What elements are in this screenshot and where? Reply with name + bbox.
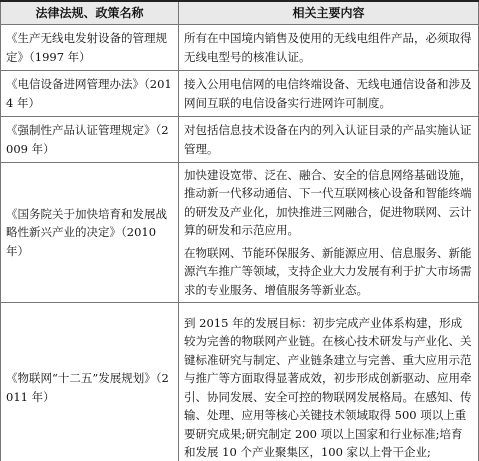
- table-row: [1, 71, 479, 117]
- content-paragraph: 接入公用电信网的电信终端设备、无线电通信设备和涉及网间互联的电信设备实行进网许可制度。: [184, 77, 472, 110]
- policy-name-cell: 《电信设备进网管理办法》（2014 年）: [1, 71, 179, 117]
- header-main-content: 相关主要内容: [179, 1, 479, 25]
- content-paragraph: 对包括信息技术设备在内的列入认证目录的产品实施认证管理。: [184, 123, 472, 156]
- content-paragraph: 到 2015 年的发展目标：初步完成产业体系构建，形成较为完善的物联网产业链。在核心技术研发与产业化、关键标准研究与制定、产业链条建立与完善、重大应用示范与推广等方面取得显著成效，初步形成创新驱动、应用牵引、协同发展、安全可控的物联网发展格局。在感知、传输、处理、应用等核心关键技术领域取得 500 项以上重要研究成果;研究制定 200 项以上国家和行业标准;培育和发展 10 个产业聚集区，100 家以上骨干企业;: [184, 315, 472, 459]
- content-paragraph: 所有在中国境内销售及使用的无线电组件产品，必须取得无线电型号的核准认证。: [184, 31, 472, 64]
- table-row: [1, 303, 479, 461]
- policy-content-cell: [179, 117, 479, 163]
- table-row: [1, 117, 479, 163]
- policy-name-cell: 《物联网“十二五”发展规划》（2011 年）: [1, 303, 179, 461]
- table-row: [1, 163, 479, 303]
- table-header-row: [1, 1, 479, 25]
- content-paragraph: 在物联网、节能环保服务、新能源应用、信息服务、新能源汽车推广等领域，支持企业大力发展有利于扩大市场需求的专业服务、增值服务等新业态。: [184, 245, 472, 297]
- policy-content-cell: [179, 303, 479, 461]
- content-paragraph: 加快建设宽带、泛在、融合、安全的信息网络基础设施，推动新一代移动通信、下一代互联网核心设备和智能终端的研发及产业化，加快推进三网融合，促进物联网、云计算的研发和示范应用。: [184, 167, 472, 238]
- policy-name-cell: 《国务院关于加快培育和发展战略性新兴产业的决定》（2010 年）: [1, 163, 179, 303]
- policy-name-cell: 《强制性产品认证管理规定》（2009 年）: [1, 117, 179, 163]
- header-policy-name: 法律法规、政策名称: [1, 1, 179, 25]
- policy-name-cell: 《生产无线电发射设备的管理规定》（1997 年）: [1, 25, 179, 71]
- policy-content-cell: [179, 163, 479, 303]
- policy-content-cell: [179, 25, 479, 71]
- policy-content-cell: [179, 71, 479, 117]
- table-row: [1, 25, 479, 71]
